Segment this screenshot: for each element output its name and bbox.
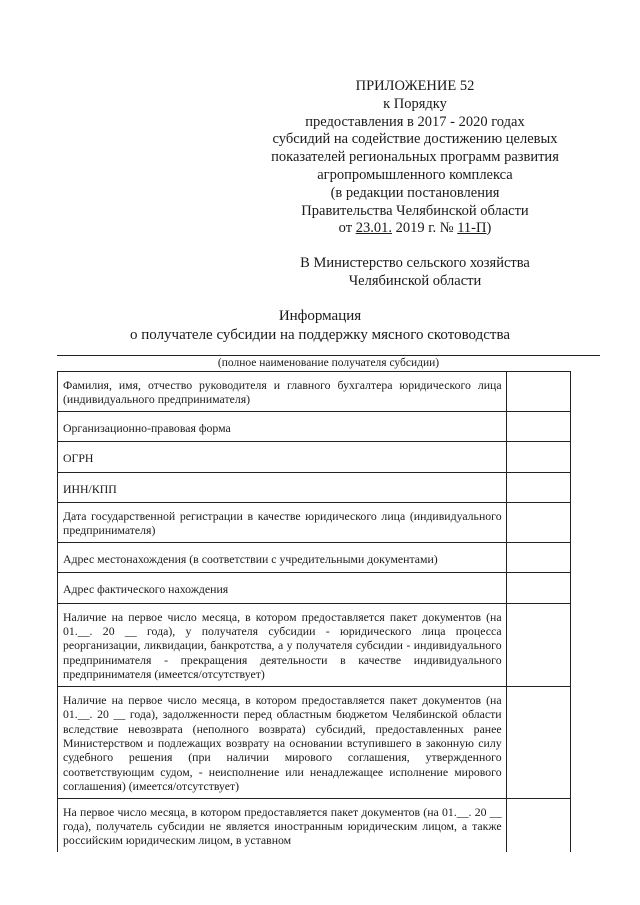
annex-header <box>250 78 580 238</box>
row-label: Адрес местонахождения (в соответствии с учредительными документами) <box>58 542 507 572</box>
info-table <box>57 371 571 852</box>
document-heading <box>60 307 580 344</box>
row-label: Наличие на первое число месяца, в котором предоставляется пакет документов (на 01.__. 20 __ года), у получателя субсидии - юридического лица процесса реорганизации, ликвидации, банкротства, а у получателя субсидии - индивидуального предпринимателя - прекращения деятельности в качестве индивидуального предпринимателя (имеется/отсутствует) <box>58 603 507 686</box>
annex-line: субсидий на содействие достижению целевых <box>272 131 558 148</box>
row-label: ОГРН <box>58 442 507 472</box>
row-value-cell <box>506 686 570 798</box>
row-value-cell <box>506 472 570 502</box>
table-row <box>58 411 571 441</box>
row-label: Дата государственной регистрации в качестве юридического лица (индивидуального предпринимателя) <box>58 503 507 543</box>
date-middle: 2019 г. № <box>391 220 458 237</box>
annex-date-line <box>250 220 580 238</box>
recipient-name-caption: (полное наименование получателя субсидии) <box>217 357 440 369</box>
annex-line: к Порядку <box>383 95 447 112</box>
date-value: 23.01. <box>355 220 392 237</box>
annex-line: Правительства Челябинской области <box>301 202 529 219</box>
row-value-cell <box>506 503 570 543</box>
table-row <box>58 472 571 502</box>
annex-line: предоставления в 2017 - 2020 годах <box>305 113 525 130</box>
date-suffix: ) <box>486 220 492 237</box>
resolution-number: 11-П <box>457 220 487 237</box>
row-value-cell <box>506 411 570 441</box>
row-label: ИНН/КПП <box>58 472 507 502</box>
table-row <box>58 798 571 852</box>
row-label: Организационно-правовая форма <box>58 411 507 441</box>
annex-line: агропромышленного комплекса <box>317 166 513 183</box>
table-row <box>58 686 571 798</box>
table-row <box>58 542 571 572</box>
row-label: Наличие на первое число месяца, в котором предоставляется пакет документов (на 01.__. 20 __ года), задолженности перед областным бюджетом Челябинской области вследствие невозврата (неполного возврата) субсидий, предоставленных ранее Министерством и подлежащих возврату на основании вступившего в законную силу судебного решения (при наличии мирового соглашения, утвержденного соответствующим судом, - неисполнение или ненадлежащее исполнение мирового соглашения) (имеется/отсутствует) <box>58 686 507 798</box>
annex-line: показателей региональных программ развития <box>271 149 559 166</box>
table-row <box>58 573 571 603</box>
table-row <box>58 503 571 543</box>
table-row <box>58 442 571 472</box>
row-value-cell <box>506 603 570 686</box>
row-value-cell <box>506 542 570 572</box>
row-value-cell <box>506 372 570 412</box>
document-title: Информация <box>278 308 362 324</box>
recipient-line: В Министерство сельского хозяйства <box>300 255 530 271</box>
annex-line: (в редакции постановления <box>330 184 500 201</box>
row-label: Фамилия, имя, отчество руководителя и главного бухгалтера юридического лица (индивидуального предпринимателя) <box>58 372 507 412</box>
row-label: Адрес фактического нахождения <box>58 573 507 603</box>
row-value-cell <box>506 442 570 472</box>
annex-title: ПРИЛОЖЕНИЕ 52 <box>355 78 475 94</box>
row-value-cell <box>506 798 570 852</box>
recipient-line: Челябинской области <box>348 272 482 289</box>
row-label: На первое число месяца, в котором предоставляется пакет документов (на 01.__. 20 __ года), получатель субсидии не является иностранным юридическим лицом, а также российским юридическим лицом, в уставном <box>58 798 507 852</box>
table-row <box>58 372 571 412</box>
recipient-block <box>250 255 580 291</box>
date-prefix: от <box>338 220 356 237</box>
row-value-cell <box>506 573 570 603</box>
document-subtitle: о получателе субсидии на поддержку мясного скотоводства <box>129 326 511 343</box>
table-row <box>58 603 571 686</box>
